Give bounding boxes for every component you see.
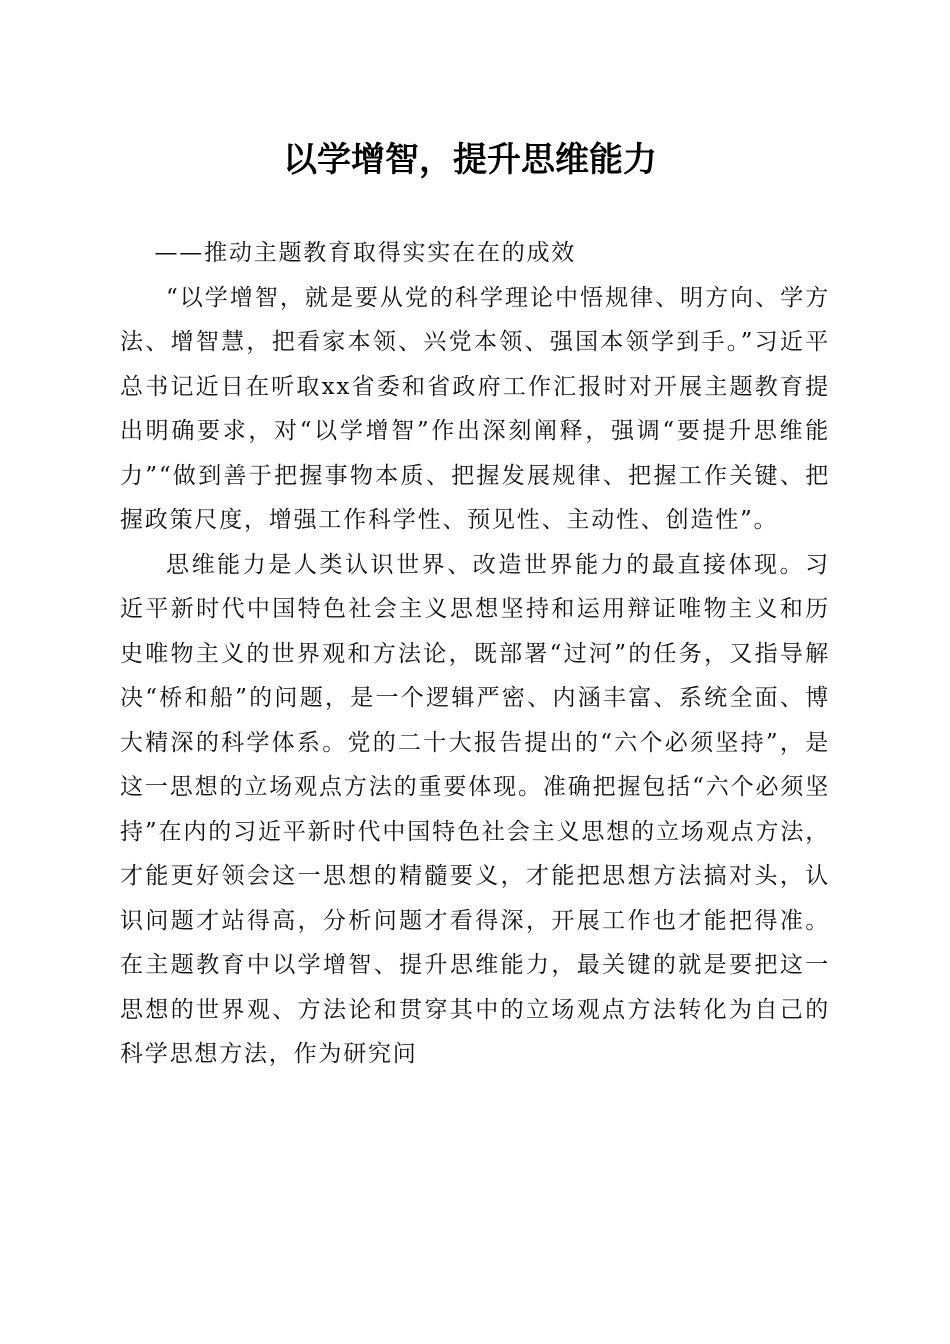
document-subtitle: ——推动主题教育取得实实在在的成效 xyxy=(154,240,577,266)
document-title: 以学增智，提升思维能力 xyxy=(283,140,657,180)
paragraph-2: 思维能力是人类认识世界、改造世界能力的最直接体现。习近平新时代中国特色社会主义思想坚持和运用辩证唯物主义和历史唯物主义的世界观和方法论，既部署“过河”的任务，又指导解决“桥和船”的问题，是一个逻辑严密、内涵丰富、系统全面、博大精深的科学体系。党的二十大报告提出的“六个必须坚持”，是这一思想的立场观点方法的重要体现。准确把握包括“六个必须坚持”在内的习近平新时代中国特色社会主义思想的立场观点方法，才能更好领会这一思想的精髓要义，才能把思想方法搞对头，认识问题才站得高，分析问题才看得深，开展工作也才能把得准。在主题教育中以学增智、提升思维能力，最关键的就是要把这一思想的世界观、方法论和贯穿其中的立场观点方法转化为自己的科学思想方法，作为研究问 xyxy=(120,551,830,1067)
paragraph-1: “以学增智，就是要从党的科学理论中悟规律、明方向、学方法、增智慧，把看家本领、兴党本领、强国本领学到手。”习近平总书记近日在听取xx省委和省政府工作汇报时对开展主题教育提出明确要求，对“以学增智”作出深刻阐释，强调“要提升思维能力”“做到善于把握事物本质、把握发展规律、把握工作关键、把握政策尺度，增强工作科学性、预见性、主动性、创造性”。 xyxy=(120,284,830,533)
document-body xyxy=(120,231,830,1077)
